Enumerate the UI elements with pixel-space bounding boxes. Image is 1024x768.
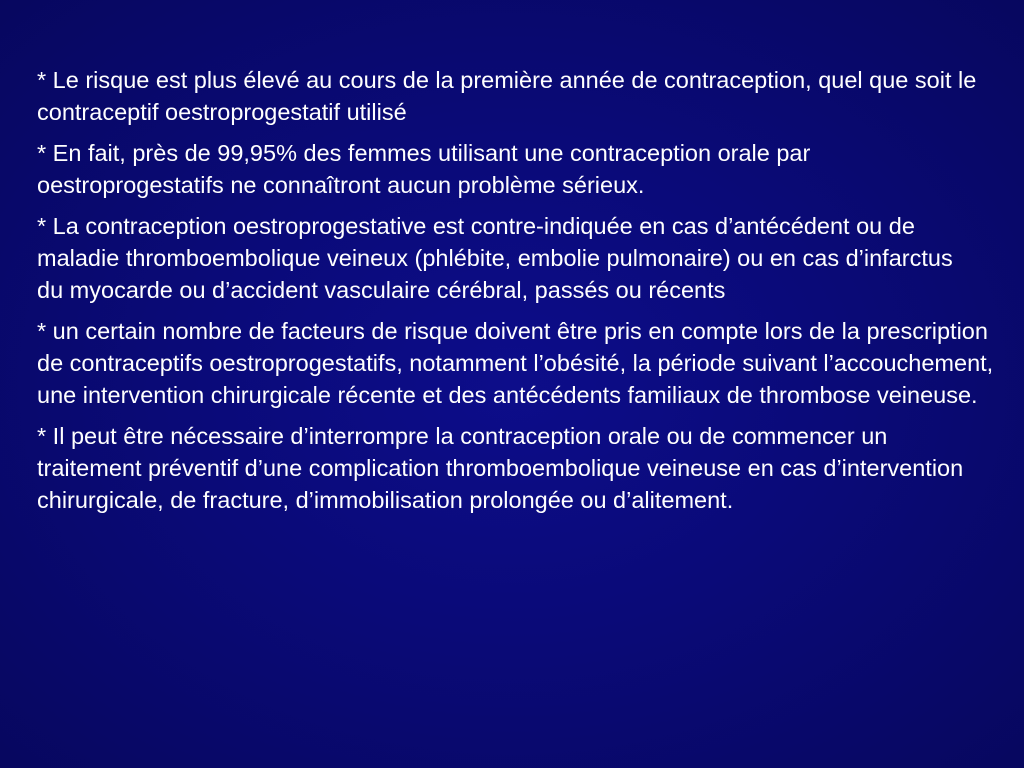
paragraph-interruption: * Il peut être nécessaire d’interrompre la contraception orale ou de commencer un traitement préventif d’une complication thromboembolique veineuse en cas d’intervention chirurgicale, de fracture, d’immobilisation prolongée ou d’alitement. <box>37 423 964 513</box>
slide-body <box>37 64 1017 525</box>
paragraph-risk-factors: * un certain nombre de facteurs de risque doivent être pris en compte lors de la prescription de contraceptifs oestroprogestatifs, notamment l’obésité, la période suivant l’accouchement, une intervention chirurgicale récente et des antécédents familiaux de thrombose veineuse. <box>37 318 994 408</box>
paragraph-risk-first-year: * Le risque est plus élevé au cours de la première année de contraception, quel que soit le contraceptif oestroprogestatif utilisé <box>37 67 977 125</box>
paragraph-contraindications: * La contraception oestroprogestative est contre-indiquée en cas d’antécédent ou de maladie thromboembolique veineux (phlébite, embolie pulmonaire) ou en cas d’infarctus du myocarde ou d’accident vasculaire cérébral, passés ou récents <box>37 213 953 303</box>
paragraph-no-serious-problem: * En fait, près de 99,95% des femmes utilisant une contraception orale par oestroprogestatifs ne connaîtront aucun problème sérieux. <box>37 140 811 198</box>
